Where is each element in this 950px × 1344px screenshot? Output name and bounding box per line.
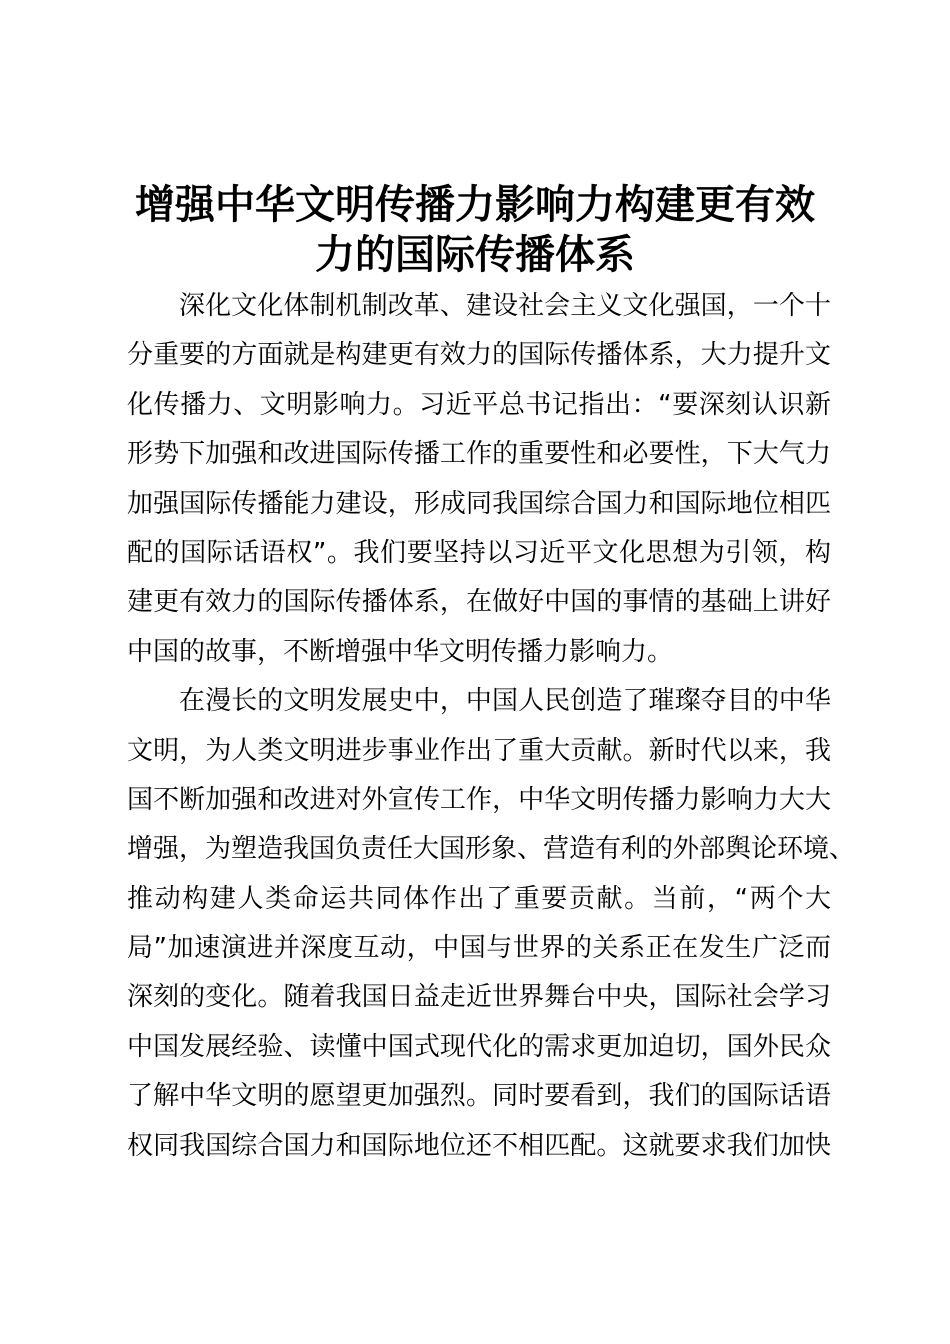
text-line: 化传播力、文明影响力。习近平总书记指出：“要深刻认识新 bbox=[127, 389, 831, 420]
text-line: 深刻的变化。随着我国日益走近世界舞台中央，国际社会学习 bbox=[127, 982, 831, 1013]
paragraph-2 bbox=[127, 677, 856, 1171]
text-line: 文明，为人类文明进步事业作出了重大贡献。新时代以来，我 bbox=[127, 735, 831, 766]
text-line: 了解中华文明的愿望更加强烈。同时要看到，我们的国际话语 bbox=[127, 1081, 831, 1112]
title-line-2: 力的国际传播体系 bbox=[315, 232, 635, 278]
text-line: 配的国际话语权”。我们要坚持以习近平文化思想为引领，构 bbox=[127, 537, 831, 568]
text-line: 加强国际传播能力建设，形成同我国综合国力和国际地位相匹 bbox=[127, 488, 831, 519]
article-title bbox=[100, 180, 850, 280]
text-line: 国不断加强和改进对外宣传工作，中华文明传播力影响力大大 bbox=[127, 784, 831, 815]
text-line: 深化文化体制机制改革、建设社会主义文化强国，一个十 bbox=[179, 291, 831, 321]
text-line: 建更有效力的国际传播体系，在做好中国的事情的基础上讲好 bbox=[127, 587, 831, 618]
paragraph-1 bbox=[127, 282, 831, 677]
title-line-1: 增强中华文明传播力影响力构建更有效 bbox=[135, 182, 815, 228]
article-body bbox=[127, 282, 856, 1171]
text-line: 中国的故事，不断增强中华文明传播力影响力。 bbox=[127, 636, 674, 667]
text-line: 形势下加强和改进国际传播工作的重要性和必要性，下大气力 bbox=[127, 439, 831, 470]
text-line: 权同我国综合国力和国际地位还不相匹配。这就要求我们加快 bbox=[127, 1130, 831, 1161]
text-line: 增强，为塑造我国负责任大国形象、营造有利的外部舆论环境、 bbox=[127, 834, 856, 865]
text-line: 在漫长的文明发展史中，中国人民创造了璀璨夺目的中华 bbox=[179, 686, 831, 717]
text-line: 分重要的方面就是构建更有效力的国际传播体系，大力提升文 bbox=[127, 340, 831, 371]
text-line: 推动构建人类命运共同体作出了重要贡献。当前，“两个大 bbox=[127, 883, 831, 914]
text-line: 局”加速演进并深度互动，中国与世界的关系正在发生广泛而 bbox=[127, 933, 831, 964]
text-line: 中国发展经验、读懂中国式现代化的需求更加迫切，国外民众 bbox=[127, 1031, 831, 1062]
